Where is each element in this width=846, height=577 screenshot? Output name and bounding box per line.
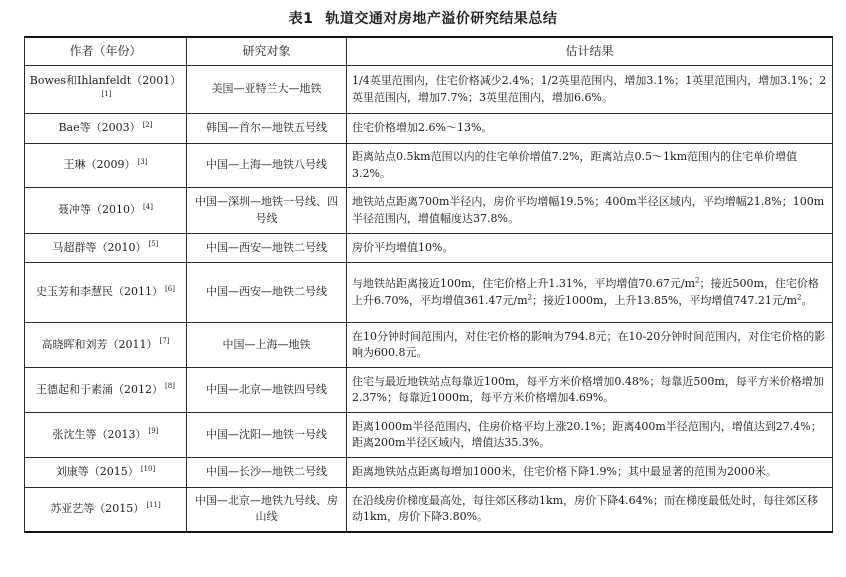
result-cell: 地铁站点距离700m半径内，房价平均增幅19.5%；400m半径区域内，平均增幅21.8%；100m半径范围内，增值幅度达37.8%。	[347, 188, 833, 234]
header-author: 作者（年份）	[25, 37, 187, 66]
table-row	[25, 234, 833, 263]
table-row	[25, 323, 833, 368]
table-title: 轨道交通对房地产溢价研究结果总结	[325, 11, 558, 27]
result-cell: 在沿线房价梯度最高处，每往郊区移动1km，房价下降4.64%；而在梯度最低处时，每往郊区移动1km，房价下降3.80%。	[347, 488, 833, 532]
table-body	[25, 66, 833, 532]
author-name: 马超群等（2010）	[52, 240, 147, 254]
author-name: Bowes和Ihlanfeldt（2001）	[29, 74, 182, 87]
table-row	[25, 413, 833, 458]
author-cell	[25, 188, 187, 234]
table-row	[25, 263, 833, 323]
unit-superscript: 2	[695, 276, 700, 285]
reference-marker: [6]	[165, 284, 175, 293]
result-text-part: ；接近500m，住宅价格上升6.70%，平均增值361.47元/m	[352, 277, 819, 307]
table-row	[25, 488, 833, 532]
table-row	[25, 114, 833, 144]
author-cell	[25, 66, 187, 114]
subject-cell: 中国—西安—地铁二号线	[187, 234, 347, 263]
table-row	[25, 188, 833, 234]
reference-marker: [7]	[159, 337, 170, 346]
result-cell: 房价平均增值10%。	[347, 234, 833, 263]
subject-cell: 韩国—首尔—地铁五号线	[187, 114, 347, 144]
author-name: 高晓晖和刘芳（2011）	[41, 337, 158, 351]
result-cell: 距离1000m半径范围内，住房价格平均上涨20.1%；距离400m半径范围内，增值达到27.4%；距离200m半径区域内，增值达35.3%。	[347, 413, 833, 458]
table-row	[25, 144, 833, 188]
result-cell: 住宅价格增加2.6%～13%。	[347, 114, 833, 144]
table-row	[25, 368, 833, 413]
table-header-row	[25, 37, 833, 66]
result-cell: 距离地铁站点距离每增加1000米，住宅价格下降1.9%；其中最显著的范围为2000米。	[347, 458, 833, 488]
subject-cell: 中国—长沙—地铁二号线	[187, 458, 347, 488]
subject-cell: 美国—亚特兰大—地铁	[187, 66, 347, 114]
author-cell	[25, 323, 187, 368]
unit-superscript: 2	[797, 292, 802, 301]
table-caption	[0, 8, 846, 28]
unit-superscript: 2	[527, 292, 533, 301]
result-cell: 住宅与最近地铁站点每靠近100m，每平方米价格增加0.48%；每靠近500m，每平方米价格增加2.37%；每靠近1000m，每平方米价格增加4.69%。	[347, 368, 833, 413]
subject-cell: 中国—北京—地铁四号线	[187, 368, 347, 413]
author-cell	[25, 144, 187, 188]
header-result: 估计结果	[347, 37, 833, 66]
subject-cell: 中国—西安—地铁二号线	[187, 263, 347, 323]
reference-marker: [9]	[148, 427, 159, 436]
author-name: 刘康等（2015）	[55, 465, 139, 479]
result-text-part: 。	[801, 293, 813, 307]
table-row	[25, 66, 833, 114]
result-text-part: 与地铁站距离接近100m，住宅价格上升1.31%，平均增值70.67元/m	[352, 277, 695, 290]
author-name: 张沈生等（2013）	[52, 427, 147, 441]
author-cell	[25, 413, 187, 458]
reference-marker: [2]	[142, 120, 153, 129]
subject-cell: 中国—深圳—地铁一号线、四号线	[187, 188, 347, 234]
table-row	[25, 458, 833, 488]
reference-marker: [10]	[140, 464, 156, 473]
author-name: 史玉芳和李慧民（2011）	[36, 285, 164, 299]
result-cell: 1/4英里范围内，住宅价格减少2.4%；1/2英里范围内，增加3.1%；1英里范围内，增加3.1%；2英里范围内，增加7.7%；3英里范围内，增加6.6%。	[347, 66, 833, 114]
author-cell	[25, 368, 187, 413]
result-text-part: ；接近1000m，上升13.85%，平均增值747.21元/m	[532, 293, 798, 307]
result-cell: 距离站点0.5km范围以内的住宅单价增值7.2%，距离站点0.5～1km范围内的住宅单价增值3.2%。	[347, 144, 833, 188]
author-cell	[25, 114, 187, 144]
reference-marker: [4]	[143, 202, 153, 211]
author-name: Bae等（2003）	[58, 121, 141, 135]
reference-marker: [8]	[165, 382, 175, 391]
author-cell	[25, 458, 187, 488]
author-cell	[25, 234, 187, 263]
author-name: 苏亚艺等（2015）	[50, 502, 145, 515]
reference-marker: [3]	[137, 157, 148, 166]
table-number: 表1	[288, 11, 314, 27]
subject-cell: 中国—北京—地铁九号线、房山线	[187, 488, 347, 532]
results-table	[24, 36, 833, 533]
author-name: 王琳（2009）	[63, 158, 136, 172]
author-name: 王德起和于素涌（2012）	[36, 382, 164, 396]
reference-marker: [5]	[148, 240, 159, 249]
author-cell	[25, 263, 187, 323]
subject-cell: 中国—沈阳—地铁一号线	[187, 413, 347, 458]
subject-cell: 中国—上海—地铁八号线	[187, 144, 347, 188]
result-cell: 在10分钟时间范围内，对住宅价格的影响为794.8元；在10-20分钟时间范围内，对住宅价格的影响为600.8元。	[347, 323, 833, 368]
author-cell	[25, 488, 187, 532]
reference-marker: [1]	[101, 89, 112, 98]
header-subject: 研究对象	[187, 37, 347, 66]
author-name: 聂冲等（2010）	[58, 203, 142, 217]
subject-cell: 中国—上海—地铁	[187, 323, 347, 368]
result-cell	[347, 263, 833, 323]
reference-marker: [11]	[146, 501, 161, 510]
